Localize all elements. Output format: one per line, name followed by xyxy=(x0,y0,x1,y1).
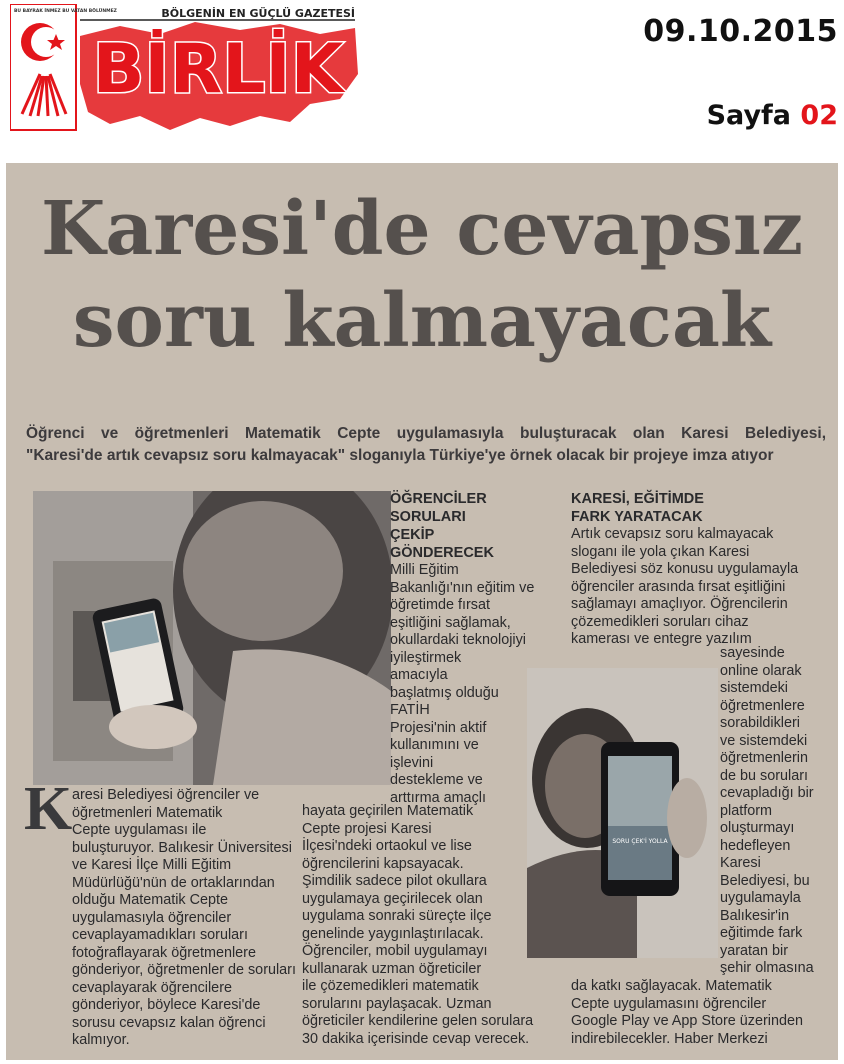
body-line: sorularını paylaşacak. Uzman xyxy=(302,995,492,1012)
photo-person-phone xyxy=(527,668,718,958)
subhead-line: SORULARI xyxy=(390,509,466,525)
body-line: öğretimde fırsat xyxy=(390,597,490,613)
slogan: BÖLGENİN EN GÜÇLÜ GAZETESİ xyxy=(161,7,355,20)
column-3-subhead xyxy=(571,490,798,526)
headline-line: soru kalmayacak xyxy=(72,278,772,364)
drop-cap: K xyxy=(24,775,73,843)
body-line: sağlamayı amaçlıyor. Öğrencilerin xyxy=(571,596,788,612)
body-line: Belediyesi söz konusu uygulamayla xyxy=(571,561,799,577)
body-line: öğretmenlerin xyxy=(720,750,808,766)
body-line: Artık cevapsız soru kalmayacak xyxy=(571,526,774,542)
body-line: ve sistemdeki xyxy=(720,732,808,749)
body-line: cevaplayarak öğrencilere xyxy=(72,979,232,996)
body-line: genelinde yaygınlaştırılacak. xyxy=(302,925,484,942)
body-line: destekleme ve xyxy=(390,772,483,788)
headline xyxy=(6,183,838,367)
subhead-line: GÖNDERECEK xyxy=(390,545,494,561)
headline-line: Karesi'de cevapsız xyxy=(41,186,803,272)
column-2-subhead xyxy=(390,490,534,562)
body-line: FATİH xyxy=(390,702,430,718)
masthead xyxy=(0,0,844,160)
body-line: uygulamasıyla öğrenciler xyxy=(72,909,232,926)
subhead-line: KARESİ, EĞİTİMDE xyxy=(571,491,704,507)
body-line: sistemdeki xyxy=(720,680,788,696)
body-line: da katkı sağlayacak. Matematik xyxy=(571,978,772,994)
body-line: yaratan bir xyxy=(720,942,788,959)
body-line: öğretmenlere xyxy=(720,697,805,714)
body-line: öğrenciler arasında fırsat eşitliğini xyxy=(571,578,786,595)
body-line: Cepte uygulaması ile xyxy=(72,822,207,838)
body-line: işlevini xyxy=(390,754,434,771)
body-line: amacıyla xyxy=(390,667,448,683)
body-line: hedefleyen xyxy=(720,837,791,854)
body-line: arttırma amaçlı xyxy=(390,789,486,806)
body-line: online olarak xyxy=(720,662,802,679)
body-line: fotoğraflayarak öğretmenlere xyxy=(72,944,256,961)
photo-phone-atm xyxy=(33,491,391,785)
body-line: Milli Eğitim xyxy=(390,562,459,578)
body-line: kalmıyor. xyxy=(72,1032,130,1048)
body-line: sayesinde xyxy=(720,645,785,661)
body-line: ve Karesi İlçe Milli Eğitim xyxy=(72,857,232,873)
lede-line: Öğrenci ve öğretmenleri Matematik Cepte uygulamasıyla buluşturacak olan Karesi Belediyesi, xyxy=(26,425,826,442)
body-line: kullanarak uzman öğreticiler xyxy=(302,960,482,977)
subhead-line: FARK YARATACAK xyxy=(571,509,703,525)
birlik-logo xyxy=(10,4,360,136)
column-2-text xyxy=(390,562,534,807)
body-line: cevaplayamadıkları soruları xyxy=(72,927,248,943)
body-line: öğreticiler kendilerine gelen sorulara xyxy=(302,1013,534,1029)
page-number: 02 xyxy=(800,100,838,131)
body-line: öğrencilerini kapsayacak. xyxy=(302,855,464,872)
body-line: İlçesi'ndeki ortaokul ve lise xyxy=(302,838,472,854)
body-line: Belediyesi, bu xyxy=(720,872,810,889)
emblem-text: BU BAYRAK İNMEZ BU VATAN BÖLÜNMEZ xyxy=(14,9,117,14)
body-line: Cepte uygulamasını öğrenciler xyxy=(571,995,767,1012)
page-indicator xyxy=(707,100,838,131)
body-line: eşitliğini sağlamak, xyxy=(390,614,511,631)
body-line: sorabildikleri xyxy=(720,715,800,731)
column-3-continued xyxy=(571,978,803,1048)
column-3 xyxy=(571,490,798,649)
body-line: ile çözemedikleri matematik xyxy=(302,978,479,994)
body-line: çözemedikleri soruları cihaz xyxy=(571,613,749,630)
body-line: sorusu cevapsız kalan öğrenci xyxy=(72,1014,266,1031)
body-line: iyileştirmek xyxy=(390,649,462,666)
body-line: aresi Belediyesi öğrenciler ve xyxy=(72,787,260,803)
subhead-line: ÇEKİP xyxy=(390,527,435,543)
column-2 xyxy=(390,490,534,807)
page-label: Sayfa xyxy=(706,100,792,131)
body-line: de bu soruları xyxy=(720,767,808,784)
issue-date: 09.10.2015 xyxy=(643,14,838,49)
lede-line: "Karesi'de artık cevapsız soru kalmayacak" sloganıyla Türkiye'ye örnek olacak bir projeye imza atıyor xyxy=(26,447,774,464)
app-screen-text: SORU ÇEK'İ YOLLA xyxy=(612,838,668,845)
body-line: kamerası ve entegre yazılım xyxy=(571,631,752,647)
body-line: Öğrenciler, mobil uygulamayı xyxy=(302,943,488,959)
body-line: 30 dakika içerisinde cevap verecek. xyxy=(302,1030,530,1047)
paper-name: BİRLİK xyxy=(92,30,344,109)
body-line: uygulamayla xyxy=(720,890,801,906)
body-line: Bakanlığı'nın eğitim ve xyxy=(390,579,535,596)
body-line: oluşturmayı xyxy=(720,820,795,836)
lede xyxy=(26,423,826,467)
column-3-text xyxy=(571,526,798,649)
body-line: gönderiyor, böylece Karesi'de xyxy=(72,997,261,1013)
body-line: Şimdilik sadece pilot okullara xyxy=(302,873,487,889)
body-line: uygulama sonraki süreçte ilçe xyxy=(302,908,492,924)
body-line: platform xyxy=(720,802,772,819)
body-line: sloganı ile yola çıkan Karesi xyxy=(571,543,750,560)
body-line: başlatmış olduğu xyxy=(390,684,499,701)
body-line: öğretmenleri Matematik xyxy=(72,804,223,821)
column-1 xyxy=(72,787,296,1050)
column-2-continued xyxy=(302,803,533,1048)
body-line: cevapladığı bir xyxy=(720,785,814,801)
body-line: Cepte projesi Karesi xyxy=(302,820,432,837)
subhead-line: ÖĞRENCİLER xyxy=(390,491,487,507)
body-line: uygulamaya geçirilecek olan xyxy=(302,890,483,907)
article-clipping xyxy=(6,163,838,1060)
column-3-beside-photo xyxy=(720,645,814,978)
body-line: Google Play ve App Store üzerinden xyxy=(571,1013,803,1029)
body-line: buluşturuyor. Balıkesir Üniversitesi xyxy=(72,839,292,856)
body-line: Karesi xyxy=(720,855,761,871)
body-line: Projesi'nin aktif xyxy=(390,719,487,736)
body-line: şehir olmasına xyxy=(720,960,814,976)
body-line: indirebilecekler. Haber Merkezi xyxy=(571,1030,768,1047)
body-line: gönderiyor, öğretmenler de soruları xyxy=(72,962,296,978)
body-line: kullanımını ve xyxy=(390,737,479,753)
body-line: Balıkesir'in xyxy=(720,907,790,924)
body-line: eğitimde fark xyxy=(720,925,803,941)
body-line: okullardaki teknolojiyi xyxy=(390,632,526,648)
body-line: hayata geçirilen Matematik xyxy=(302,803,474,819)
body-line: olduğu Matematik Cepte xyxy=(72,892,228,908)
body-line: Müdürlüğü'nün de ortaklarından xyxy=(72,874,275,891)
